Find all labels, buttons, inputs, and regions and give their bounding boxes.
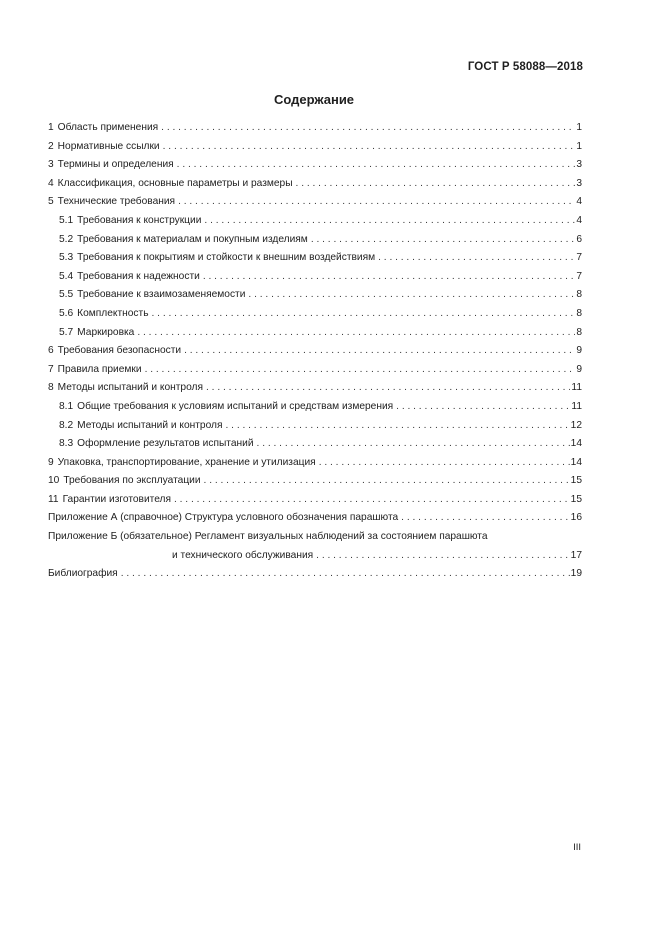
- toc-entry-2[interactable]: [48, 138, 582, 157]
- dot-leader: [163, 138, 576, 157]
- toc-entry-label: Термины и определения: [57, 159, 174, 171]
- toc-entry-5-4[interactable]: [48, 268, 582, 287]
- toc-entry-8-1[interactable]: [48, 398, 582, 417]
- toc-entry-number: 3: [48, 159, 54, 171]
- toc-entry-1[interactable]: [48, 119, 582, 138]
- toc-entry-page: 15: [570, 475, 582, 487]
- toc-entry-5-2[interactable]: [48, 231, 582, 250]
- toc-entry-page: 14: [570, 438, 582, 450]
- toc-entry-label: Оформление результатов испытаний: [77, 438, 254, 450]
- toc-entry-label: Требования к конструкции: [77, 214, 202, 226]
- toc-entry-5-7[interactable]: [48, 324, 582, 343]
- dot-leader: [137, 324, 575, 343]
- toc-entry-page: 14: [570, 456, 582, 468]
- toc-entry-number: 5: [48, 196, 54, 208]
- toc-entry-label: Требования к надежности: [77, 270, 200, 282]
- toc-entry-number: 5.3: [59, 252, 74, 264]
- toc-entry-page: 3: [576, 177, 582, 189]
- toc-entry-page: 8: [576, 289, 582, 301]
- toc-entry-number: 11: [48, 493, 59, 505]
- dot-leader: [296, 175, 576, 194]
- dot-leader: [145, 361, 576, 380]
- toc-entry-8[interactable]: [48, 379, 582, 398]
- toc-entry-page: 1: [576, 122, 582, 133]
- dot-leader: [177, 156, 576, 175]
- toc-entry-10[interactable]: [48, 472, 582, 491]
- toc-entry-number: 2: [48, 140, 54, 152]
- toc-entry-page: 9: [576, 345, 582, 357]
- toc-entry-page: 7: [576, 252, 582, 264]
- dot-leader: [319, 454, 570, 473]
- toc-entry-label: Требования к покрытиям и стойкости к внешним воздействиям: [77, 252, 376, 264]
- toc-entry-5-5[interactable]: [48, 286, 582, 305]
- dot-leader: [206, 379, 570, 398]
- dot-leader: [121, 565, 570, 584]
- toc-entry-page: 8: [576, 326, 582, 338]
- toc-entry-label: Нормативные ссылки: [57, 140, 160, 152]
- toc-entry-number: 8.1: [59, 400, 74, 412]
- toc-entry-bibliography[interactable]: [48, 565, 582, 584]
- toc-entry-label: Общие требования к условиям испытаний и средствам измерения: [77, 400, 394, 412]
- toc-entry-label: Классификация, основные параметры и размеры: [57, 177, 293, 189]
- toc-entry-label: Библиография: [48, 568, 118, 580]
- toc-entry-number: 5.1: [59, 214, 74, 226]
- toc-entry-label: Комплектность: [77, 307, 149, 319]
- toc-entry-label: Гарантии изготовителя: [62, 493, 171, 505]
- toc-entry-appendix-b[interactable]: [48, 528, 582, 565]
- dot-leader: [248, 286, 575, 305]
- toc-entry-3[interactable]: [48, 156, 582, 175]
- toc-entry-page: 16: [570, 512, 582, 524]
- toc-entry-label: Требования безопасности: [57, 345, 182, 357]
- toc-entry-page: 15: [570, 493, 582, 505]
- toc-entry-page: 8: [576, 307, 582, 319]
- toc-entry-number: 6: [48, 345, 54, 357]
- toc-entry-8-3[interactable]: [48, 435, 582, 454]
- dot-leader: [396, 398, 570, 417]
- dot-leader: [378, 249, 575, 268]
- page-number: III: [573, 842, 581, 853]
- toc-entry-page: 4: [576, 196, 582, 208]
- toc-entry-number: 10: [48, 475, 60, 487]
- toc-entry-5-1[interactable]: [48, 212, 582, 231]
- toc-entry-number: 5.2: [59, 233, 74, 245]
- toc-entry-number: 7: [48, 363, 54, 375]
- dot-leader: [401, 509, 569, 528]
- toc-entry-label: Технические требования: [57, 196, 176, 208]
- toc-entry-page: 7: [576, 270, 582, 282]
- toc-entry-page: 11: [571, 400, 582, 412]
- toc-entry-page: 17: [570, 549, 582, 561]
- dot-leader: [203, 268, 576, 287]
- toc-entry-number: 5.6: [59, 307, 74, 319]
- toc-entry-number: 5.4: [59, 270, 74, 282]
- dot-leader: [257, 435, 570, 454]
- toc-entry-page: 3: [576, 159, 582, 171]
- toc-entry-page: 6: [576, 233, 582, 245]
- toc-entry-appendix-a[interactable]: [48, 509, 582, 528]
- toc-entry-label: Требование к взаимозаменяемости: [77, 289, 246, 301]
- table-of-contents: [48, 119, 582, 584]
- dot-leader: [316, 547, 570, 566]
- dot-leader: [152, 305, 576, 324]
- toc-entry-4[interactable]: [48, 175, 582, 194]
- toc-entry-label: Приложение А (справочное) Структура условного обозначения парашюта: [48, 512, 399, 524]
- dot-leader: [204, 212, 575, 231]
- toc-entry-number: 1: [48, 122, 54, 133]
- toc-entry-page: 12: [570, 419, 582, 431]
- toc-entry-label: Маркировка: [77, 326, 135, 338]
- toc-entry-11[interactable]: [48, 491, 582, 510]
- toc-entry-label: Методы испытаний и контроля: [77, 419, 223, 431]
- toc-entry-label: Требования по эксплуатации: [63, 475, 201, 487]
- toc-entry-number: 8: [48, 382, 54, 394]
- toc-entry-label: Приложение Б (обязательное) Регламент визуальных наблюдений за состоянием парашюта: [48, 531, 488, 543]
- toc-entry-6[interactable]: [48, 342, 582, 361]
- dot-leader: [226, 417, 570, 436]
- toc-entry-label: Методы испытаний и контроля: [57, 382, 203, 394]
- toc-entry-9[interactable]: [48, 454, 582, 473]
- dot-leader: [178, 193, 575, 212]
- toc-entry-page: 9: [576, 363, 582, 375]
- dot-leader: [311, 231, 576, 250]
- toc-entry-label: Требования к материалам и покупным изделиям: [77, 233, 308, 245]
- toc-entry-page: 1: [576, 140, 582, 152]
- toc-entry-8-2[interactable]: [48, 417, 582, 436]
- dot-leader: [184, 342, 575, 361]
- toc-entry-5[interactable]: [48, 193, 582, 212]
- toc-title: Содержание: [273, 92, 355, 107]
- toc-entry-7[interactable]: [48, 361, 582, 380]
- document-code: ГОСТ Р 58088—2018: [467, 61, 583, 73]
- dot-leader: [204, 472, 570, 491]
- toc-entry-page: 4: [576, 214, 582, 226]
- dot-leader: [174, 491, 570, 510]
- toc-entry-label-continued: и технического обслуживания: [172, 549, 314, 561]
- dot-leader: [161, 119, 575, 138]
- toc-entry-label: Упаковка, транспортирование, хранение и утилизация: [57, 456, 316, 468]
- toc-entry-5-6[interactable]: [48, 305, 582, 324]
- toc-entry-number: 4: [48, 177, 54, 189]
- toc-entry-number: 5.5: [59, 289, 74, 301]
- toc-entry-number: 9: [48, 456, 54, 468]
- toc-entry-page: 19: [570, 568, 582, 580]
- toc-entry-number: 8.3: [59, 438, 74, 450]
- toc-entry-5-3[interactable]: [48, 249, 582, 268]
- toc-entry-label: Область применения: [57, 122, 159, 133]
- toc-entry-label: Правила приемки: [57, 363, 142, 375]
- toc-entry-page: 11: [571, 382, 582, 394]
- toc-entry-number: 8.2: [59, 419, 74, 431]
- toc-entry-number: 5.7: [59, 326, 74, 338]
